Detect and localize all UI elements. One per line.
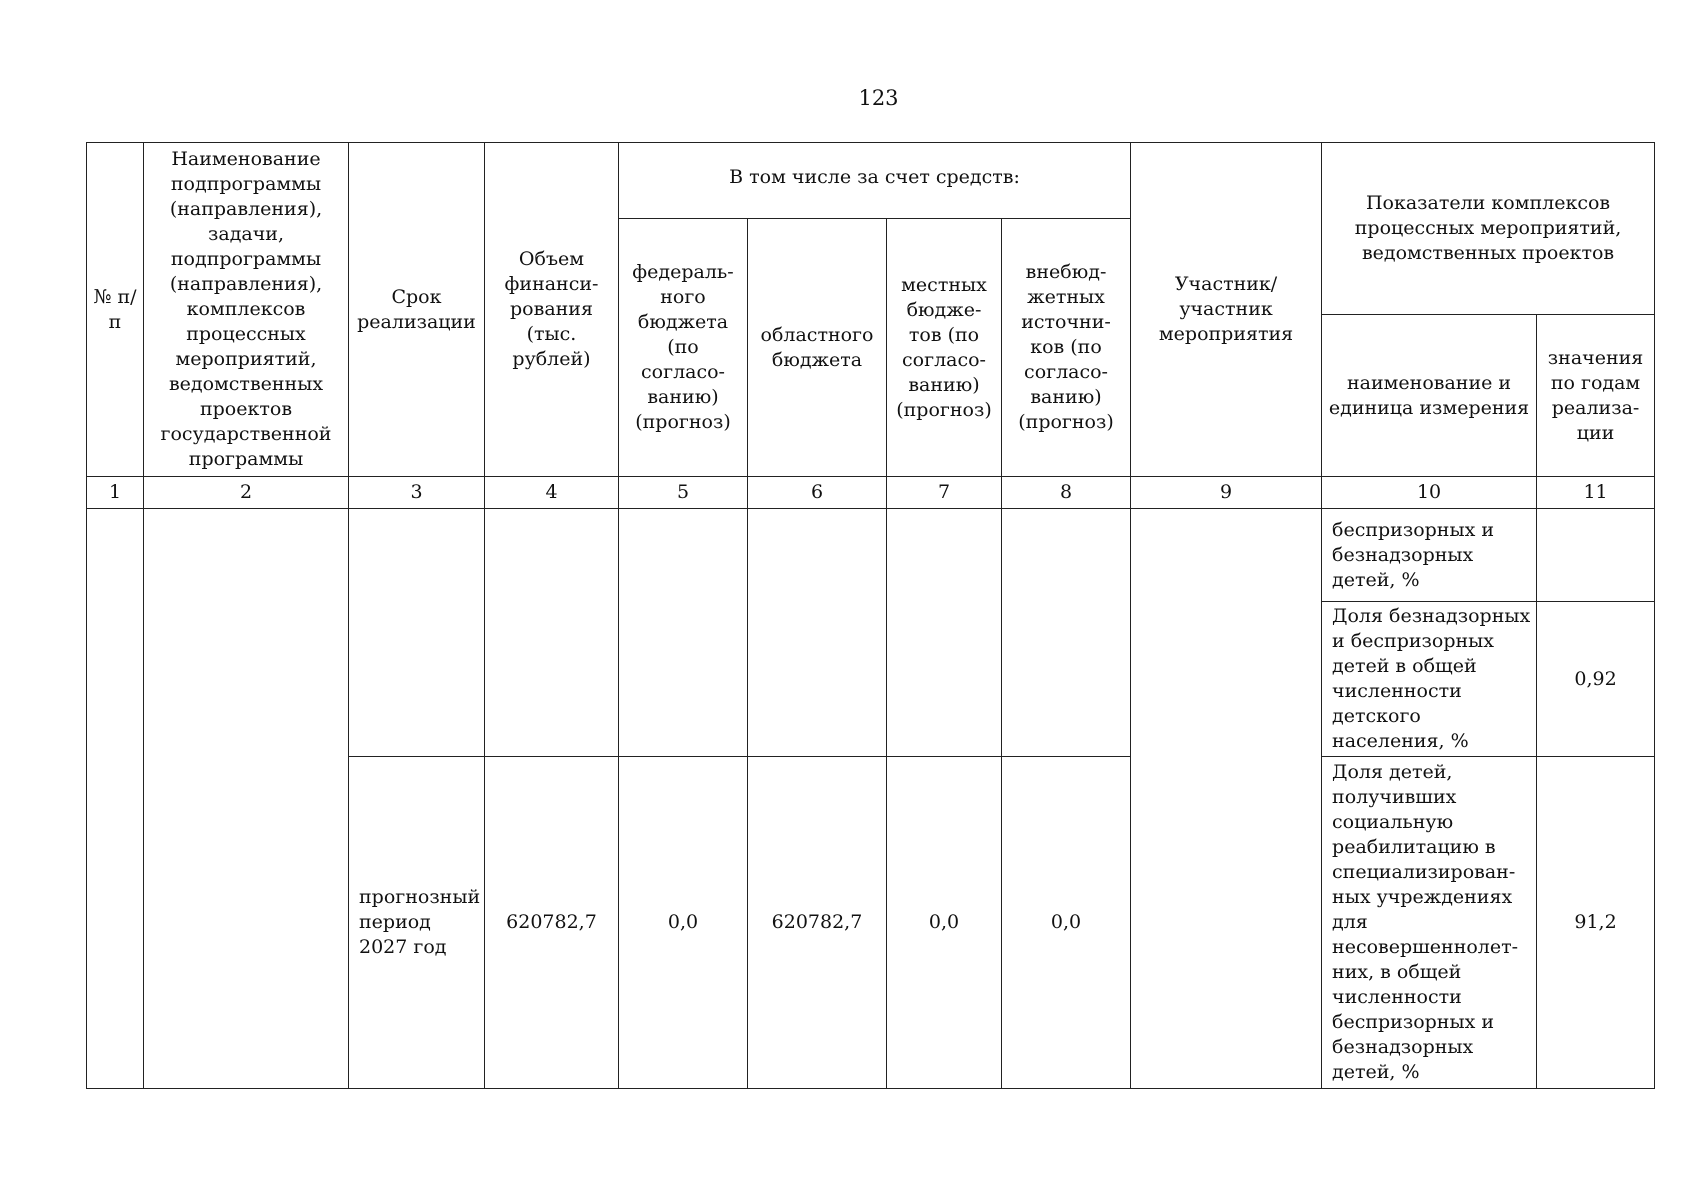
- cell-participant: [1131, 509, 1322, 1089]
- header-regional: областного бюджета: [748, 219, 887, 477]
- cell-regional: 620782,7: [748, 757, 887, 1089]
- header-participant: Участник/ участник мероприятия: [1131, 143, 1322, 477]
- cell-federal: 0,0: [619, 757, 748, 1089]
- cell-period: прогнозный период 2027 год: [349, 757, 485, 1089]
- cell-extrabudget: [1002, 509, 1131, 757]
- header-period: Срок реализации: [349, 143, 485, 477]
- header-indicator-name: наименование и единица измерения: [1322, 315, 1537, 477]
- column-number: 3: [349, 477, 485, 509]
- cell-total: 620782,7: [485, 757, 619, 1089]
- header-name: Наименование подпрограммы (направления), задачи, подпрограммы (направления), комплексов процессных мероприятий, ведомственных проектов государственной программы: [144, 143, 349, 477]
- header-local: местных бюдже-тов (по согласо-ванию) (прогноз): [887, 219, 1002, 477]
- cell-federal: [619, 509, 748, 757]
- header-extrabudget: внебюд-жетных источни-ков (по согласо-ванию) (прогноз): [1002, 219, 1131, 477]
- cell-indicator-value: 0,92: [1537, 602, 1655, 757]
- column-number: 10: [1322, 477, 1537, 509]
- cell-name: [144, 509, 349, 1089]
- program-table: [86, 142, 1655, 1089]
- column-number: 8: [1002, 477, 1131, 509]
- column-number: 7: [887, 477, 1002, 509]
- header-number: № п/п: [87, 143, 144, 477]
- column-number: 2: [144, 477, 349, 509]
- cell-local: [887, 509, 1002, 757]
- column-number: 11: [1537, 477, 1655, 509]
- header-federal: федераль-ного бюджета (по согласо-ванию) (прогноз): [619, 219, 748, 477]
- cell-regional: [748, 509, 887, 757]
- header-funds-group: В том числе за счет средств:: [619, 143, 1131, 219]
- header-total-financing: Объем финанси-рования (тыс. рублей): [485, 143, 619, 477]
- cell-indicator-value: 91,2: [1537, 757, 1655, 1089]
- cell-total: [485, 509, 619, 757]
- cell-extrabudget: 0,0: [1002, 757, 1131, 1089]
- cell-indicator-name: Доля детей, получивших социальную реабилитацию в специализирован-ных учреждениях для несовершеннолет-них, в общей численности беспризорных и безнадзорных детей, %: [1322, 757, 1537, 1089]
- page-number: 123: [858, 86, 899, 110]
- header-indicators-group: Показатели комплексов процессных мероприятий, ведомственных проектов: [1322, 143, 1655, 315]
- cell-local: 0,0: [887, 757, 1002, 1089]
- column-number: 1: [87, 477, 144, 509]
- cell-indicator-name: беспризорных и безнадзорных детей, %: [1322, 509, 1537, 602]
- column-number: 4: [485, 477, 619, 509]
- table-row: [87, 509, 1655, 602]
- cell-indicator-value: [1537, 509, 1655, 602]
- column-number: 6: [748, 477, 887, 509]
- header-indicator-values: значения по годам реализа-ции: [1537, 315, 1655, 477]
- cell-indicator-name: Доля безнадзорных и беспризорных детей в общей численности детского населения, %: [1322, 602, 1537, 757]
- cell-period: [349, 509, 485, 757]
- column-number: 5: [619, 477, 748, 509]
- cell-number: [87, 509, 144, 1089]
- column-number: 9: [1131, 477, 1322, 509]
